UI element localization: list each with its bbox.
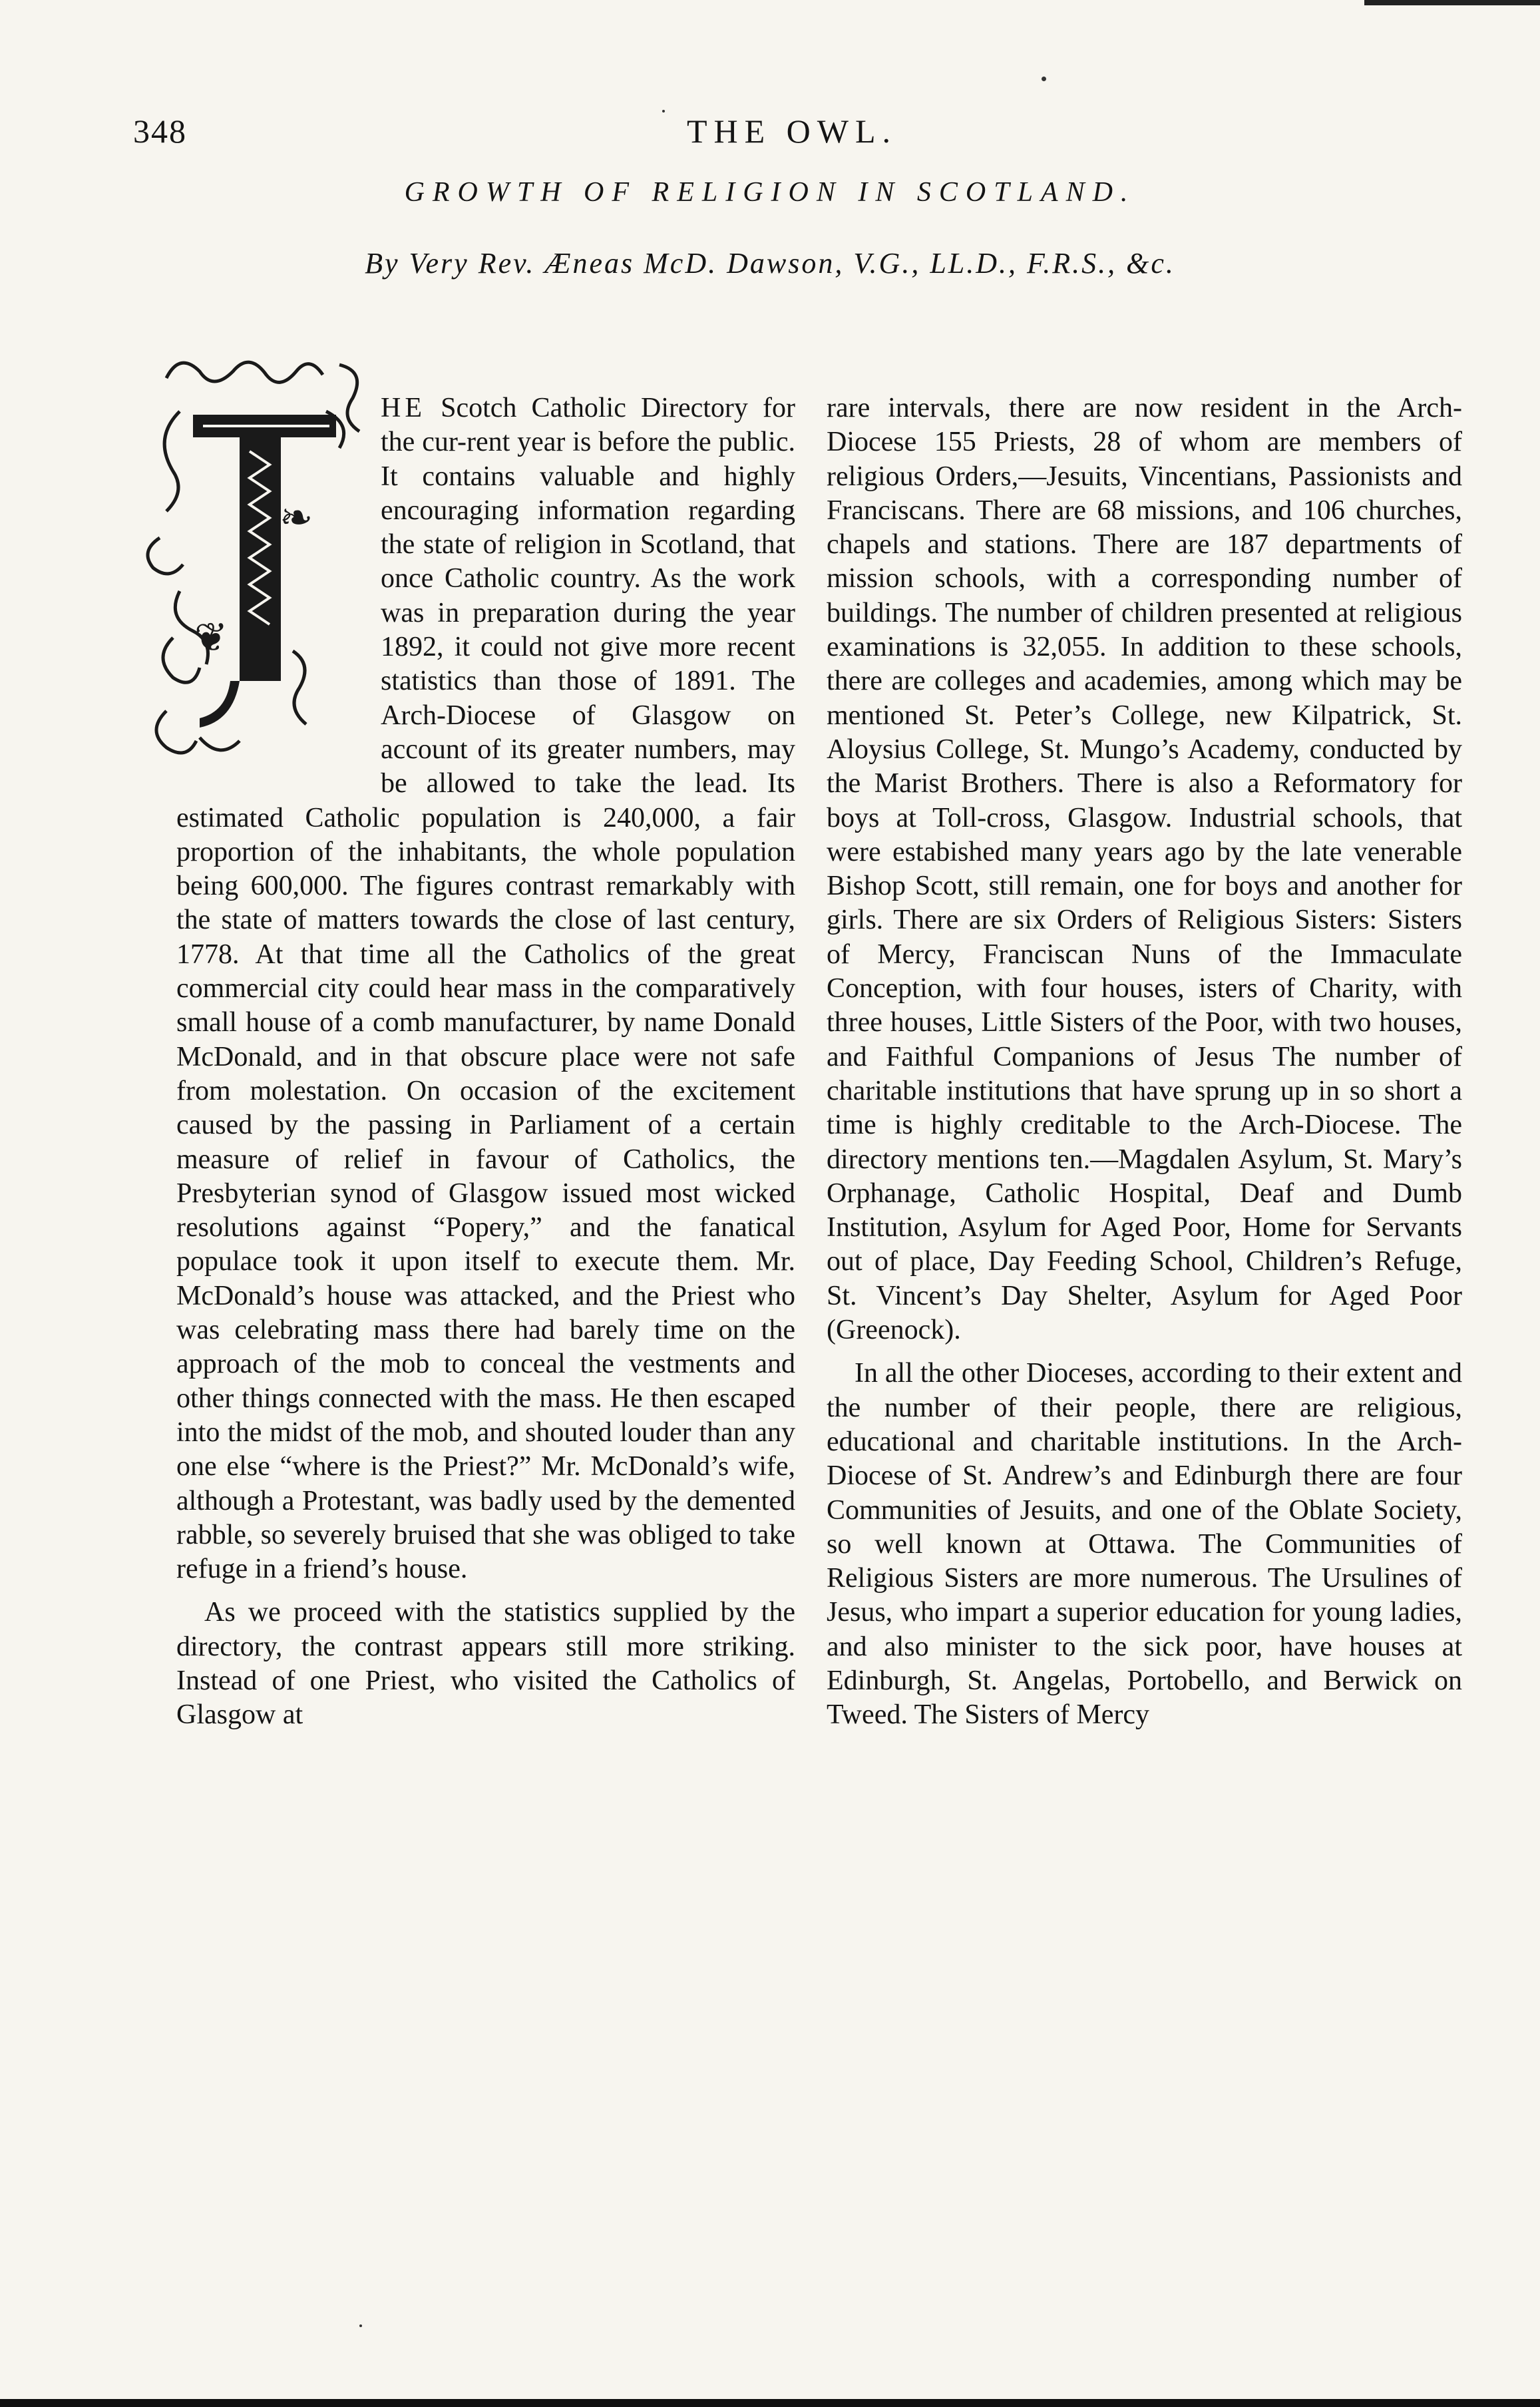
drop-cap-ornament-icon xyxy=(140,338,369,771)
paragraph-text: Scotch Catholic Directory for the cur-rent year is before the public. It contains valuable and highly encouraging information regarding the state of religion in Scotland, that once Catholic country. As the work was in preparation during the year 1892, it could not give more recent statistics than those of 1891. The Arch-Diocese of Glasgow on account of its greater numbers, may be allowed to take the lead. Its estimated Catholic population is 240,000, a fair proportion of the inhabitants, the whole population being 600,000. The figures contrast remarkably with the state of matters towards the close of last century, 1778. At that time all the Catholics of the great commercial city could hear mass in the comparatively small house of a comb manufacturer, by name Donald McDonald, and in that obscure place were not safe from molestation. On occasion of the excitement caused by the passing in Parliament of a certain measure of relief in favour of Catholics, the Presbyterian synod of Glasgow issued most wicked resolutions against “Popery,” and the fanatical populace took it upon itself to execute them. Mr. McDonald’s house was attacked, and the Priest who was celebrating mass there had barely time on the approach of the mob to conceal the vestments and other things connected with the mass. He then escaped into the midst of the mob, and shouted louder than any one else “where is the Priest?” Mr. McDonald’s wife, although a Protestant, was badly used by the demented rabble, so severely bruised that she was obliged to take refuge in a friend’s house. xyxy=(176,393,795,1585)
top-edge-rule xyxy=(1364,0,1540,5)
bottom-edge-rule xyxy=(0,2399,1540,2407)
paragraph: rare intervals, there are now resident in the Arch-Diocese 155 Priests, 28 of whom are members of religious Orders,—Jesuits, Vincentians, Passionists and Franciscans. There are 68 missions, and 106 churches, chapels and stations. There are 187 departments of mission schools, with a corresponding number of buildings. The number of children presented at religious examinations is 32,055. In addition to these schools, there are colleges and academies, among which may be mentioned St. Peter’s College, new Kilpatrick, St. Aloysius College, St. Mungo’s Academy, conducted by the Marist Brothers. There is also a Reformatory for boys at Toll-cross, Glasgow. Industrial schools, that were estabished many years ago by the late venerable Bishop Scott, still remain, one for boys and another for girls. There are six Orders of Religious Sisters: Sisters of Mercy, Franciscan Nuns of the Immaculate Conception, with four houses, isters of Charity, with three houses, Little Sisters of the Poor, with two houses, and Faithful Companions of Jesus The number of charitable institutions that have sprung up in so short a time is highly creditable to the Arch-Diocese. The directory mentions ten.—Magdalen Asylum, St. Mary’s Orphanage, Catholic Hospital, Deaf and Dumb Institution, Asylum for Aged Poor, Home for Servants out of place, Day Feeding School, Children’s Refuge, St. Vincent’s Day Shelter, Asylum for Aged Poor (Greenock). xyxy=(827,393,1462,1346)
svg-text:❧: ❧ xyxy=(280,496,313,540)
drop-cap-rest: HE xyxy=(381,393,426,423)
print-speck xyxy=(1042,77,1046,81)
text-column-left xyxy=(176,391,795,1733)
paragraph xyxy=(176,391,795,1586)
article-byline: By Very Rev. Æneas McD. Dawson, V.G., LL.D., F.R.S., &c. xyxy=(365,247,1175,280)
page-number: 348 xyxy=(133,112,187,150)
svg-text:❦: ❦ xyxy=(194,616,228,660)
ornamental-drop-cap xyxy=(140,338,369,771)
journal-title: THE OWL. xyxy=(686,112,898,150)
running-head xyxy=(133,112,1451,158)
paragraph: As we proceed with the statistics supplied by the directory, the contrast appears still more striking. Instead of one Priest, who visited the Catholics of Glasgow at xyxy=(176,1597,795,1731)
print-speck xyxy=(662,110,665,112)
paragraph: In all the other Dioceses, according to their extent and the number of their people, there are religious, educational and charitable institutions. In the Arch-Diocese of St. Andrew’s and Edinburgh there are four Communities of Jesuits, and one of the Oblate Society, so well known at Ottawa. The Communities of Religious Sisters are more numerous. The Ursulines of Jesus, who impart a superior education for young ladies, and also minister to the sick poor, have houses at Edinburgh, St. Angelas, Portobello, and Berwick on Tweed. The Sisters of Mercy xyxy=(827,1358,1462,1731)
text-column-right xyxy=(827,391,1462,1733)
article-title: GROWTH OF RELIGION IN SCOTLAND. xyxy=(404,177,1136,208)
print-speck xyxy=(359,2324,362,2327)
